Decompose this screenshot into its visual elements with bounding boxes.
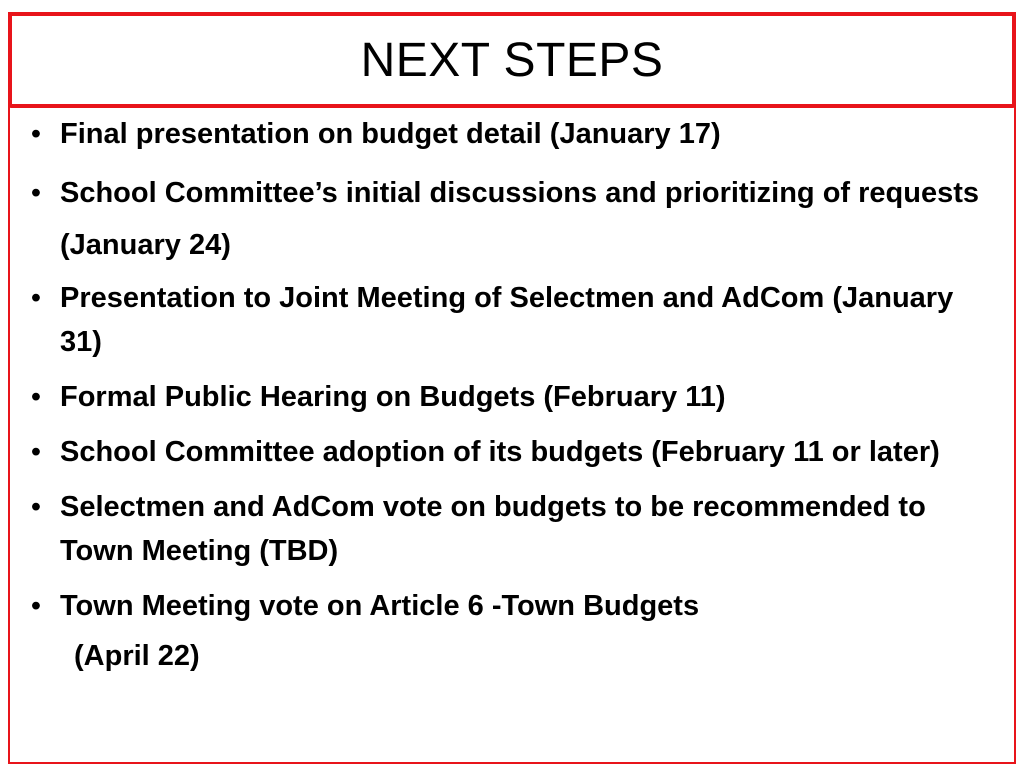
list-item bbox=[24, 112, 999, 156]
bullet-icon: • bbox=[30, 177, 42, 209]
list-item bbox=[24, 485, 999, 573]
list-item-text: School Committee’s initial discussions and prioritizing of requests (January 24) bbox=[60, 177, 980, 261]
title-box bbox=[8, 12, 1016, 108]
bullet-icon: • bbox=[30, 491, 42, 523]
bullet-icon: • bbox=[30, 282, 42, 314]
list-item-text: School Committee adoption of its budgets (February 11 or later) bbox=[60, 436, 940, 468]
bullet-icon: • bbox=[30, 118, 42, 150]
slide-title: NEXT STEPS bbox=[360, 33, 664, 87]
list-item bbox=[24, 375, 999, 419]
bullet-icon: • bbox=[30, 381, 42, 413]
list-item bbox=[24, 430, 999, 474]
bullet-icon: • bbox=[30, 436, 42, 468]
list-item bbox=[24, 276, 999, 364]
list-item bbox=[24, 584, 999, 678]
list-item bbox=[24, 167, 999, 271]
list-item-continuation: (April 22) bbox=[74, 640, 200, 672]
list-item-text: Selectmen and AdCom vote on budgets to be recommended to Town Meeting (TBD) bbox=[60, 491, 926, 567]
bullet-list bbox=[24, 112, 999, 689]
list-item-text: Final presentation on budget detail (January 17) bbox=[60, 118, 721, 150]
list-item-text: Formal Public Hearing on Budgets (February 11) bbox=[60, 381, 726, 413]
list-item-text: Town Meeting vote on Article 6 -Town Budgets bbox=[60, 590, 700, 622]
bullet-icon: • bbox=[30, 590, 42, 622]
list-item-text: Presentation to Joint Meeting of Selectmen and AdCom (January 31) bbox=[60, 282, 954, 358]
